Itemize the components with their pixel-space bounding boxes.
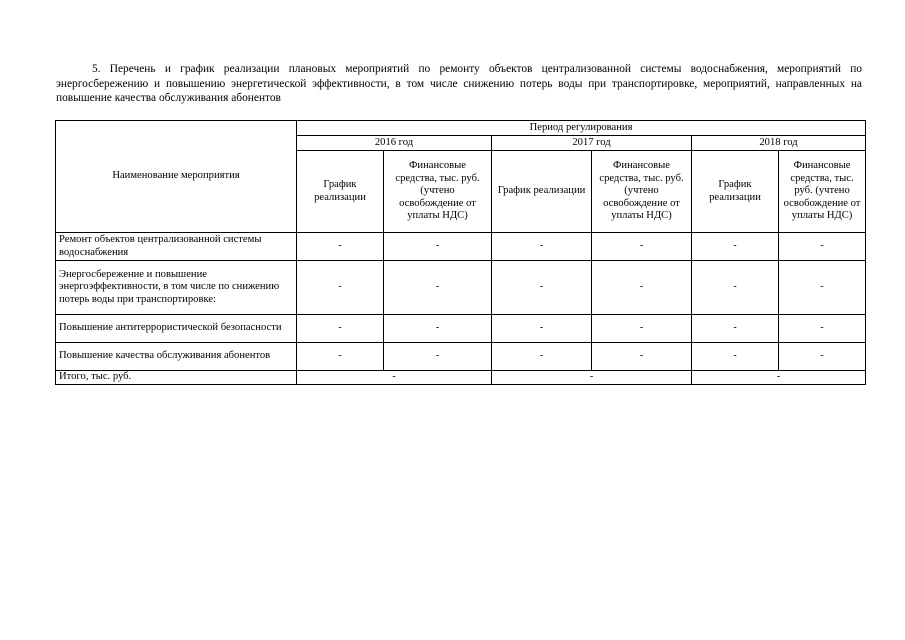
- period-header: Период регулирования: [297, 121, 866, 136]
- finance-header-2016: Финансовые средства, тыс. руб. (учтено освобождение от уплаты НДС): [384, 151, 492, 233]
- finance-header-2017: Финансовые средства, тыс. руб. (учтено освобождение от уплаты НДС): [592, 151, 692, 233]
- row-value: -: [592, 315, 692, 343]
- schedule-header-2017: График реализации: [492, 151, 592, 233]
- row-value: -: [297, 343, 384, 371]
- row-value: -: [779, 343, 866, 371]
- table-row: [56, 261, 866, 315]
- row-value: -: [779, 261, 866, 315]
- row-value: -: [779, 315, 866, 343]
- row-value: -: [592, 261, 692, 315]
- row-value: -: [492, 343, 592, 371]
- section-heading-text: 5. Перечень и график реализации плановых мероприятий по ремонту объектов централизованной системы водоснабжения, мероприятий по энергосбережению и повышению энергетической эффективности, в том числе снижению потерь воды при транспортировке, мероприятий, направленных на повышение качества обслуживания абонентов: [56, 63, 862, 105]
- year-header-2017: 2017 год: [492, 136, 692, 151]
- row-value: -: [692, 343, 779, 371]
- row-value: -: [384, 233, 492, 261]
- row-value: -: [592, 233, 692, 261]
- row-value: -: [492, 261, 592, 315]
- row-value: -: [779, 233, 866, 261]
- table-row: [56, 343, 866, 371]
- total-value-2016: -: [297, 371, 492, 385]
- row-value: -: [384, 343, 492, 371]
- row-value: -: [297, 315, 384, 343]
- table-row: [56, 233, 866, 261]
- row-value: -: [297, 261, 384, 315]
- section-heading: [56, 62, 862, 106]
- row-value: -: [492, 315, 592, 343]
- row-name: Энергосбережение и повышение энергоэффективности, в том числе по снижению потерь воды при транспортировке:: [56, 261, 297, 315]
- plan-table: [55, 120, 866, 385]
- year-header-2018: 2018 год: [692, 136, 866, 151]
- total-row-name: Итого, тыс. руб.: [56, 371, 297, 385]
- row-value: -: [297, 233, 384, 261]
- row-name: Повышение качества обслуживания абонентов: [56, 343, 297, 371]
- schedule-header-2018: График реализации: [692, 151, 779, 233]
- row-value: -: [592, 343, 692, 371]
- schedule-header-2016: График реализации: [297, 151, 384, 233]
- table-row: [56, 315, 866, 343]
- row-value: -: [692, 315, 779, 343]
- header-row-period: [56, 121, 866, 136]
- total-value-2018: -: [692, 371, 866, 385]
- row-value: -: [384, 315, 492, 343]
- row-name: Ремонт объектов централизованной системы водоснабжения: [56, 233, 297, 261]
- row-value: -: [384, 261, 492, 315]
- total-row: [56, 371, 866, 385]
- row-value: -: [692, 261, 779, 315]
- row-name: Повышение антитеррористической безопасности: [56, 315, 297, 343]
- year-header-2016: 2016 год: [297, 136, 492, 151]
- finance-header-2018: Финансовые средства, тыс. руб. (учтено освобождение от уплаты НДС): [779, 151, 866, 233]
- total-value-2017: -: [492, 371, 692, 385]
- row-value: -: [692, 233, 779, 261]
- name-column-header: Наименование мероприятия: [56, 121, 297, 233]
- row-value: -: [492, 233, 592, 261]
